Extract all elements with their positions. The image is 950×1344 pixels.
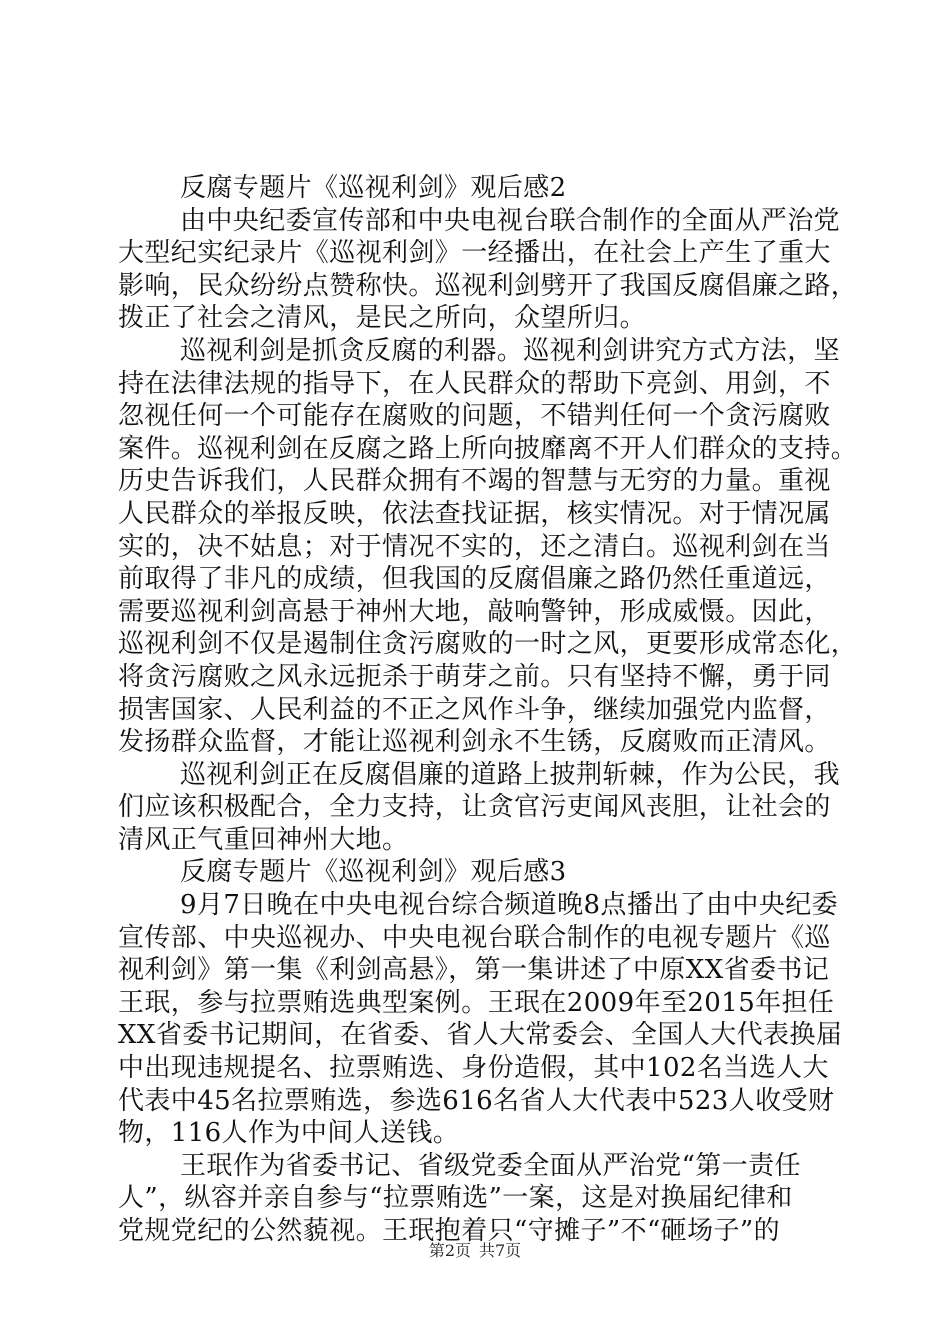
paragraph-line: 清风正气重回神州大地。 xyxy=(118,824,409,855)
paragraph-line: 巡视利剑是抓贪反腐的利器。巡视利剑讲究方式方法，坚 xyxy=(180,335,841,366)
paragraph-line: 案件。巡视利剑在反腐之路上所向披靡离不开人们群众的支持。 xyxy=(118,433,858,464)
paragraph-line: 历史告诉我们，人民群众拥有不竭的智慧与无穷的力量。重视 xyxy=(118,466,831,497)
paragraph-line: 物，116人作为中间人送钱。 xyxy=(118,1118,460,1149)
paragraph-line: 损害国家、人民利益的不正之风作斗争，继续加强党内监督， xyxy=(118,694,831,725)
paragraph-line: 宣传部、中央巡视办、中央电视台联合制作的电视专题片《巡 xyxy=(118,922,831,953)
paragraph-line: 实的，决不姑息；对于情况不实的，还之清白。巡视利剑在当 xyxy=(118,531,831,562)
paragraph-line: 王珉，参与拉票贿选典型案例。王珉在2009年至2015年担任 xyxy=(118,987,835,1018)
paragraph-line: 大型纪实纪录片《巡视利剑》一经播出，在社会上产生了重大 xyxy=(118,238,831,269)
document-body xyxy=(118,172,858,1248)
paragraph-line: 将贪污腐败之风永远扼杀于萌芽之前。只有坚持不懈，勇于同 xyxy=(118,661,831,692)
paragraph-line: 中出现违规提名、拉票贿选、身份造假，其中102名当选人大 xyxy=(118,1053,829,1084)
section-title: 反腐专题片《巡视利剑》观后感2 xyxy=(180,173,567,203)
paragraph-line: 持在法律法规的指导下，在人民群众的帮助下亮剑、用剑，不 xyxy=(118,368,831,399)
paragraph-line: 人民群众的举报反映，依法查找证据，核实情况。对于情况属 xyxy=(118,498,831,529)
paragraph-line: 忽视任何一个可能存在腐败的问题，不错判任何一个贪污腐败 xyxy=(118,401,831,432)
paragraph-line: 巡视利剑正在反腐倡廉的道路上披荆斩棘，作为公民，我 xyxy=(180,759,841,790)
paragraph-line: 党规党纪的公然藐视。王珉抱着只“守摊子”不“砸场子”的 xyxy=(118,1216,780,1246)
paragraph-line: 9月7日晚在中央电视台综合频道晚8点播出了由中央纪委 xyxy=(180,890,839,921)
paragraph-line: 视利剑》第一集《利剑高悬》，第一集讲述了中原XX省委书记 xyxy=(118,955,830,986)
paragraph-line: 由中央纪委宣传部和中央电视台联合制作的全面从严治党 xyxy=(180,205,841,236)
paragraph-line: 们应该积极配合，全力支持，让贪官污吏闻风丧胆，让社会的 xyxy=(118,792,831,823)
paragraph-line: 王珉作为省委书记、省级党委全面从严治党“第一责任 xyxy=(180,1150,801,1181)
paragraph-line: 影响，民众纷纷点赞称快。巡视利剑劈开了我国反腐倡廉之路， xyxy=(118,270,858,301)
paragraph-line: 拨正了社会之清风，是民之所向，众望所归。 xyxy=(118,303,647,334)
paragraph-line: 人”，纵容并亲自参与“拉票贿选”一案，这是对换届纪律和 xyxy=(118,1183,793,1214)
paragraph-line: 巡视利剑不仅是遏制住贪污腐败的一时之风，更要形成常态化， xyxy=(118,629,858,660)
section-title: 反腐专题片《巡视利剑》观后感3 xyxy=(180,857,567,888)
paragraph-line: 前取得了非凡的成绩，但我国的反腐倡廉之路仍然任重道远， xyxy=(118,564,831,595)
page-number: 第2页 xyxy=(428,1241,471,1260)
paragraph-line: 发扬群众监督，才能让巡视利剑永不生锈，反腐败而正清风。 xyxy=(118,727,831,758)
page-total: 共7页 xyxy=(479,1241,522,1260)
page-footer xyxy=(0,1241,950,1261)
paragraph-line: XX省委书记期间，在省委、省人大常委会、全国人大代表换届 xyxy=(118,1020,843,1051)
paragraph-line: 需要巡视利剑高悬于神州大地，敲响警钟，形成威慑。因此， xyxy=(118,596,831,627)
paragraph-line: 代表中45名拉票贿选，参选616名省人大代表中523人收受财 xyxy=(118,1085,835,1116)
